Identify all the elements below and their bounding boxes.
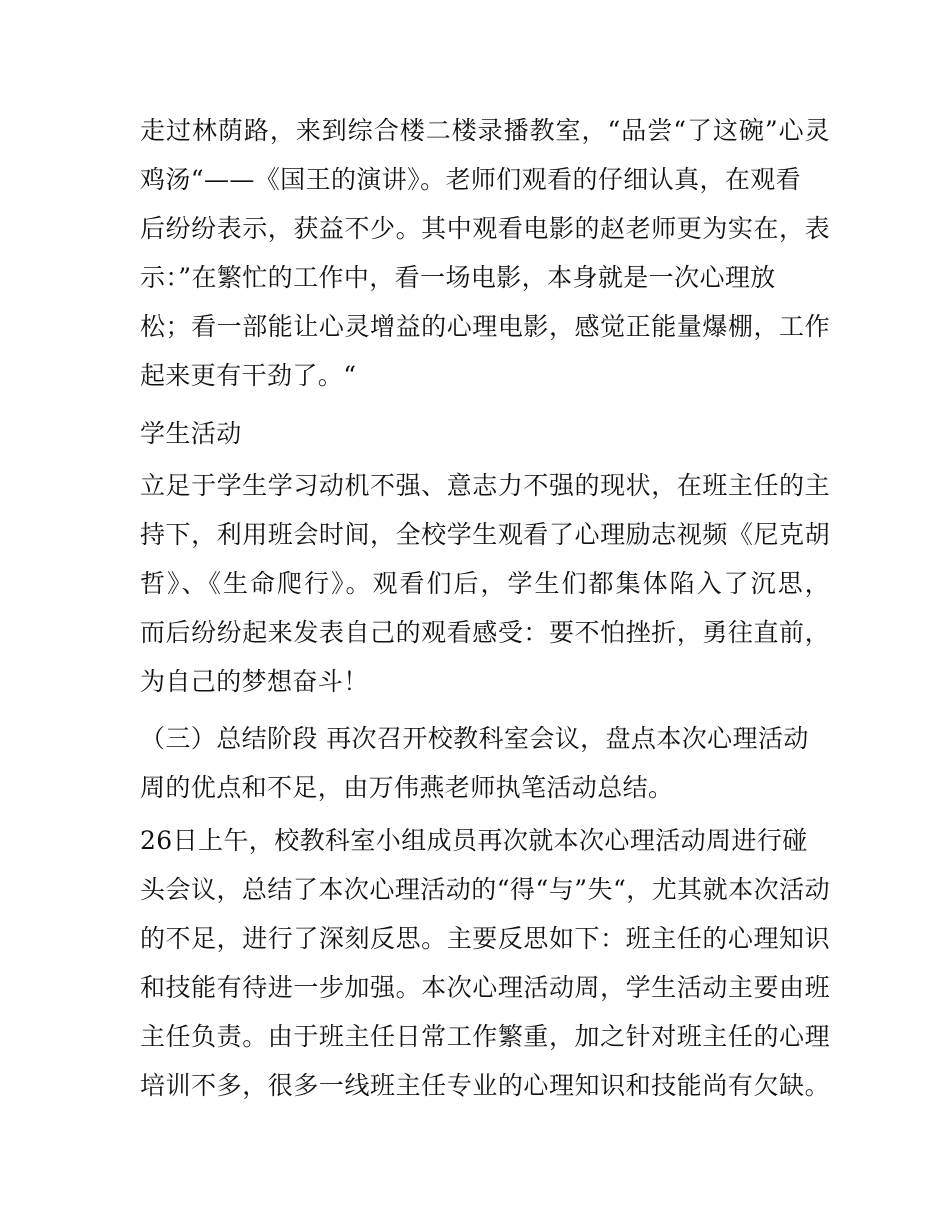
paragraph-line: 主任负责。由于班主任日常工作繁重，加之针对班主任的心理 [140,1022,830,1051]
paragraph-line: 松；看一部能让心灵增益的心理电影，感觉正能量爆棚，工作 [140,312,830,341]
paragraph-line: 示：”在繁忙的工作中，看一场电影，本身就是一次心理放 [140,263,776,292]
paragraph-line: 头会议，总结了本次心理活动的“得“与”失“，尤其就本次活动 [140,875,830,904]
paragraph-line: 持下，利用班会时间，全校学生观看了心理励志视频《尼克胡 [140,520,830,549]
paragraph-line: 的不足，进行了深刻反思。主要反思如下：班主任的心理知识 [140,924,830,953]
paragraph-line: 26日上午，校教科室小组成员再次就本次心理活动周进行碰 [140,826,808,855]
paragraph-line: 起来更有干劲了。“ [140,361,357,390]
paragraph-line: 立足于学生学习动机不强、意志力不强的现状，在班主任的主 [140,471,830,500]
paragraph-line: 哲》、《生命爬行》。观看们后，学生们都集体陷入了沉思， [140,569,830,598]
paragraph-line: 而后纷纷起来发表自己的观看感受：要不怕挫折，勇往直前， [140,618,830,647]
paragraph-line: 和技能有待进一步加强。本次心理活动周，学生活动主要由班 [140,973,830,1002]
paragraph-line: 培训不多，很多一线班主任专业的心理知识和技能尚有欠缺。 [140,1071,830,1100]
paragraph-line: 鸡汤“——《国王的演讲》。老师们观看的仔细认真，在观看 [140,165,802,194]
paragraph-line: （三）总结阶段 再次召开校教科室会议，盘点本次心理活动 [140,724,809,753]
section-heading: 学生活动 [140,419,242,448]
paragraph-line: 周的优点和不足，由万伟燕老师执笔活动总结。 [140,773,674,802]
paragraph-line: 后纷纷表示，获益不少。其中观看电影的赵老师更为实在，表 [140,214,830,243]
paragraph-line: 为自己的梦想奋斗！ [140,667,369,696]
paragraph-line: 走过林荫路，来到综合楼二楼录播教室，“品尝“了这碗”心灵 [140,116,830,145]
